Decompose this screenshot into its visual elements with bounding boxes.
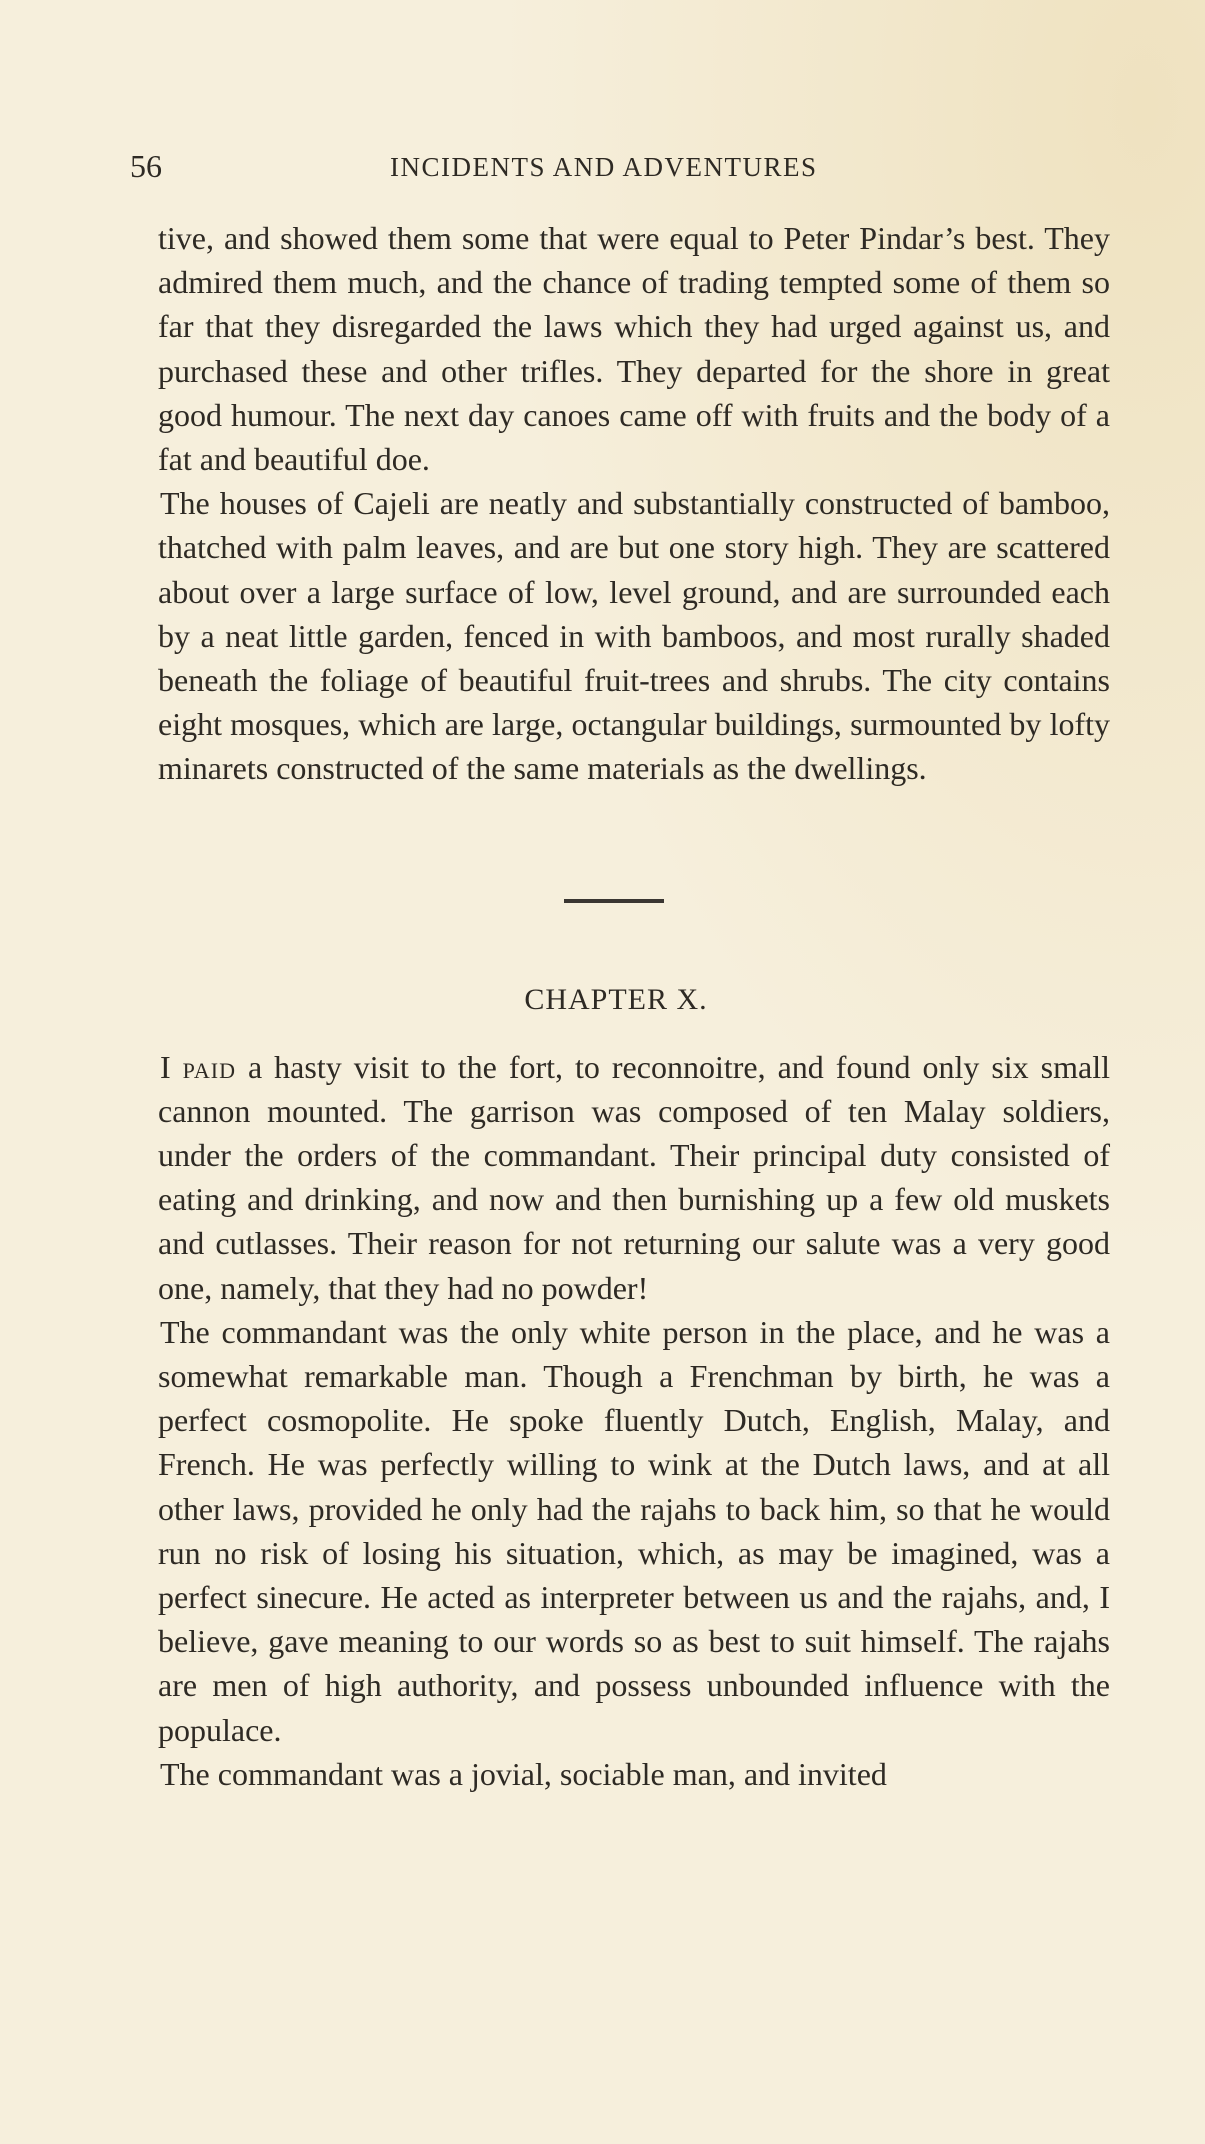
paragraph: The commandant was the only white person in the place, and he was a somewhat remarkable man. Though a Frenchman by birth, he was a perfect cosmopolite. He spoke fluently Dutch, English, Malay, and French. He was perfectly willing to wink at the Dutch laws, and at all other laws, provided he only had the rajahs to back him, so that he would run no risk of losing his situation, which, as may be imagined, was a perfect sinecure. He acted as interpreter between us and the rajahs, and, I believe, gave meaning to our words so as best to suit himself. The rajahs are men of high authority, and possess unbounded influence with the populace. [158,1313,1110,1748]
chapter-text [158,1045,1110,1796]
paragraph: The commandant was a jovial, sociable man, and invited [160,1755,887,1792]
paragraph: tive, and showed them some that were equal to Peter Pindar’s best. They admired them much, and the chance of trading tempted some of them so far that they disregarded the laws which they had urged against us, and purchased these and other trifles. They departed for the shore in great good humour. The next day canoes came off with fruits and the body of a fat and beautiful doe. [158,220,1110,478]
running-head: INCIDENTS AND ADVENTURES [390,152,818,182]
section-divider [564,899,664,903]
opening-word: I [160,1048,171,1085]
chapter-title: CHAPTER X. [524,982,708,1016]
paragraph-rest: a hasty visit to the fort, to reconnoitre, and found only six small cannon mounted. The garrison was composed of ten Malay soldiers, under the orders of the commandant. Their principal duty consisted of eating and drinking, and now and then burnishing up a few old muskets and cutlasses. Their reason for not returning our salute was a very good one, namely, that they had no powder! [158,1048,1111,1306]
page-header [130,140,1110,200]
paragraph: The houses of Cajeli are neatly and substantially constructed of bamboo, thatched with palm leaves, and are but one story high. They are scattered about over a large surface of low, level ground, and are surrounded each by a neat little garden, fenced in with bamboos, and most rurally shaded beneath the foliage of beautiful fruit-trees and shrubs. The city contains eight mosques, which are large, octangular buildings, surmounted by lofty minarets constructed of the same materials as the dwellings. [158,485,1110,787]
paragraph [158,1045,1110,1310]
opening-smallcaps: paid [182,1048,236,1085]
page-number: 56 [130,148,162,184]
book-page [130,140,1111,1796]
section-text [158,216,1110,791]
